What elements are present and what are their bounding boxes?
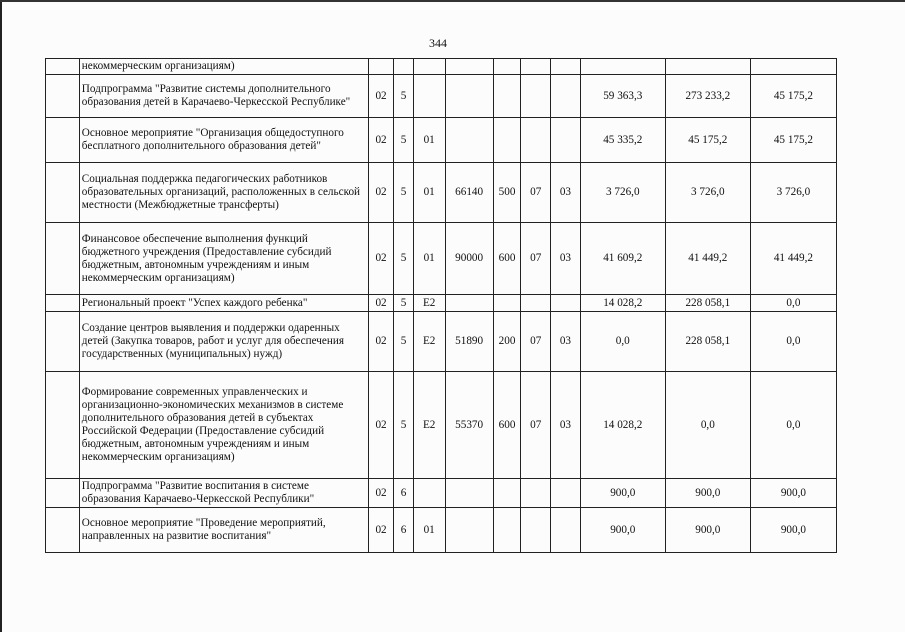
code-cell: 03: [551, 372, 581, 479]
blank-cell: [46, 508, 80, 553]
amount-cell: 14 028,2: [580, 295, 665, 312]
code-cell: [493, 118, 521, 163]
amount-cell: 45 335,2: [580, 118, 665, 163]
blank-cell: [46, 118, 80, 163]
blank-cell: [46, 223, 80, 295]
amount-cell: 45 175,2: [665, 118, 750, 163]
code-cell: [551, 508, 581, 553]
budget-table: [45, 58, 837, 553]
code-cell: 01: [413, 508, 445, 553]
code-cell: 5: [394, 223, 413, 295]
code-cell: [493, 479, 521, 508]
code-cell: [521, 295, 551, 312]
table-row: [46, 508, 837, 553]
page-number: 344: [429, 36, 447, 50]
code-cell: [413, 479, 445, 508]
table-row: [46, 223, 837, 295]
amount-cell: 59 363,3: [580, 75, 665, 118]
code-cell: 02: [368, 223, 394, 295]
code-cell: 07: [521, 312, 551, 372]
code-cell: 02: [368, 508, 394, 553]
table-row: [46, 295, 837, 312]
amount-cell: 45 175,2: [750, 75, 836, 118]
blank-cell: [46, 372, 80, 479]
code-cell: [394, 59, 413, 75]
code-cell: [445, 479, 493, 508]
blank-cell: [46, 163, 80, 223]
code-cell: [551, 295, 581, 312]
row-name: Основное мероприятие "Организация общедоступного бесплатного дополнительного образования детей": [79, 118, 368, 163]
table-row: [46, 312, 837, 372]
code-cell: 07: [521, 163, 551, 223]
amount-cell: 900,0: [580, 508, 665, 553]
amount-cell: 41 449,2: [665, 223, 750, 295]
row-name: Финансовое обеспечение выполнения функций бюджетного учреждения (Предоставление субсидий бюджетным, автономным учреждениям и иным некоммерческим организациям): [79, 223, 368, 295]
code-cell: [413, 59, 445, 75]
code-cell: 6: [394, 508, 413, 553]
code-cell: [493, 59, 521, 75]
amount-cell: [665, 59, 750, 75]
code-cell: [413, 75, 445, 118]
table-row: [46, 75, 837, 118]
code-cell: 51890: [445, 312, 493, 372]
code-cell: 500: [493, 163, 521, 223]
amount-cell: 41 609,2: [580, 223, 665, 295]
amount-cell: 900,0: [750, 479, 836, 508]
code-cell: 03: [551, 223, 581, 295]
blank-cell: [46, 59, 80, 75]
amount-cell: 900,0: [665, 479, 750, 508]
amount-cell: 228 058,1: [665, 312, 750, 372]
code-cell: 6: [394, 479, 413, 508]
row-name: Подпрограмма "Развитие воспитания в системе образования Карачаево-Черкесской Республики": [79, 479, 368, 508]
code-cell: 02: [368, 163, 394, 223]
scan-top-edge: [0, 0, 905, 2]
code-cell: [521, 508, 551, 553]
amount-cell: [750, 59, 836, 75]
code-cell: 5: [394, 295, 413, 312]
amount-cell: 228 058,1: [665, 295, 750, 312]
code-cell: [493, 75, 521, 118]
code-cell: 66140: [445, 163, 493, 223]
code-cell: 5: [394, 118, 413, 163]
table-row: [46, 59, 837, 75]
code-cell: 01: [413, 223, 445, 295]
amount-cell: 900,0: [580, 479, 665, 508]
code-cell: [551, 118, 581, 163]
code-cell: [445, 59, 493, 75]
code-cell: 02: [368, 479, 394, 508]
code-cell: 02: [368, 372, 394, 479]
code-cell: [368, 59, 394, 75]
code-cell: 5: [394, 75, 413, 118]
amount-cell: 14 028,2: [580, 372, 665, 479]
code-cell: 5: [394, 372, 413, 479]
code-cell: [493, 295, 521, 312]
amount-cell: 41 449,2: [750, 223, 836, 295]
code-cell: 07: [521, 372, 551, 479]
code-cell: 02: [368, 118, 394, 163]
code-cell: 07: [521, 223, 551, 295]
amount-cell: 3 726,0: [580, 163, 665, 223]
code-cell: [445, 295, 493, 312]
blank-cell: [46, 479, 80, 508]
code-cell: [521, 75, 551, 118]
row-name: Формирование современных управленческих и организационно-экономических механизмов в системе дополнительного образования детей в субъектах Российской Федерации (Предоставление субсидий бюджетным, автономным учреждениям и иным некоммерческим организациям): [79, 372, 368, 479]
code-cell: 01: [413, 118, 445, 163]
blank-cell: [46, 295, 80, 312]
code-cell: [551, 479, 581, 508]
code-cell: 02: [368, 75, 394, 118]
code-cell: E2: [413, 312, 445, 372]
amount-cell: 3 726,0: [665, 163, 750, 223]
code-cell: [551, 75, 581, 118]
row-name: некоммерческим организациям): [79, 59, 368, 75]
amount-cell: 0,0: [580, 312, 665, 372]
row-name: Подпрограмма "Развитие системы дополнительного образования детей в Карачаево-Черкесской Республике": [79, 75, 368, 118]
amount-cell: 900,0: [750, 508, 836, 553]
code-cell: [493, 508, 521, 553]
blank-cell: [46, 312, 80, 372]
code-cell: 01: [413, 163, 445, 223]
amount-cell: [580, 59, 665, 75]
scan-left-edge: [0, 0, 2, 632]
code-cell: [521, 59, 551, 75]
code-cell: [521, 479, 551, 508]
amount-cell: 0,0: [750, 372, 836, 479]
table-row: [46, 163, 837, 223]
code-cell: E2: [413, 372, 445, 479]
row-name: Основное мероприятие "Проведение мероприятий, направленных на развитие воспитания": [79, 508, 368, 553]
code-cell: [445, 75, 493, 118]
code-cell: 02: [368, 312, 394, 372]
row-name: Социальная поддержка педагогических работников образовательных организаций, расположенных в сельской местности (Межбюджетные трансферты): [79, 163, 368, 223]
code-cell: 55370: [445, 372, 493, 479]
amount-cell: 0,0: [750, 312, 836, 372]
code-cell: 02: [368, 295, 394, 312]
code-cell: 03: [551, 163, 581, 223]
row-name: Создание центров выявления и поддержки одаренных детей (Закупка товаров, работ и услуг для обеспечения государственных (муниципальных) нужд): [79, 312, 368, 372]
amount-cell: 3 726,0: [750, 163, 836, 223]
code-cell: [521, 118, 551, 163]
row-name: Региональный проект "Успех каждого ребенка": [79, 295, 368, 312]
amount-cell: 273 233,2: [665, 75, 750, 118]
table-row: [46, 479, 837, 508]
blank-cell: [46, 75, 80, 118]
amount-cell: 0,0: [750, 295, 836, 312]
amount-cell: 900,0: [665, 508, 750, 553]
code-cell: 5: [394, 312, 413, 372]
code-cell: 600: [493, 372, 521, 479]
code-cell: 03: [551, 312, 581, 372]
table-row: [46, 118, 837, 163]
amount-cell: 45 175,2: [750, 118, 836, 163]
code-cell: E2: [413, 295, 445, 312]
code-cell: [445, 508, 493, 553]
code-cell: [551, 59, 581, 75]
table-row: [46, 372, 837, 479]
amount-cell: 0,0: [665, 372, 750, 479]
code-cell: 5: [394, 163, 413, 223]
code-cell: [445, 118, 493, 163]
code-cell: 200: [493, 312, 521, 372]
code-cell: 90000: [445, 223, 493, 295]
code-cell: 600: [493, 223, 521, 295]
